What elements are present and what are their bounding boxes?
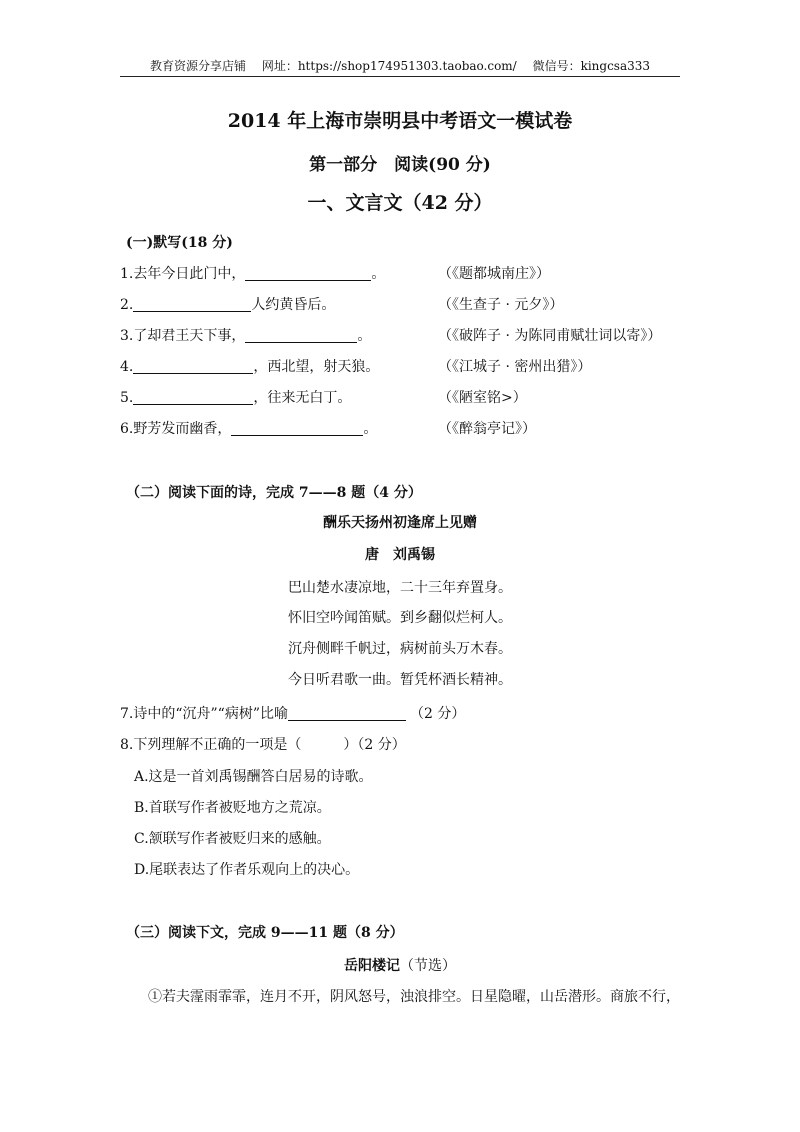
answer-blank[interactable] [133,390,253,405]
option-a[interactable]: A.这是一首刘禹锡酬答白居易的诗歌。 [134,769,373,785]
dictation-source: （《生查子 · 元夕》） [438,297,564,313]
dictation-item: 4. ，西北望，射天狼。 （《江城子 · 密州出猎》） [120,356,680,376]
question-7: 7.诗中的“沉舟”“病树”比喻 （2 分） [120,706,466,722]
option-d[interactable]: D.尾联表达了作者乐观向上的决心。 [134,862,360,878]
sub1-heading: (一)默写(18 分) [126,235,233,251]
exam-title: 2014 年上海市崇明县中考语文一模试卷 [227,110,573,132]
header-wechat: 微信号：kingcsa333 [532,59,651,73]
dictation-item: 6.野芳发而幽香， 。 （《醉翁亭记》） [120,418,680,438]
sub2-heading: （二）阅读下面的诗，完成 7——8 题（4 分） [126,485,422,501]
answer-blank[interactable] [288,706,406,721]
poem-line: 今日听君歌一曲。暂凭杯酒长精神。 [288,672,512,688]
text-paragraph: ①若夫霪雨霏霏，连月不开，阴风怒号，浊浪排空。日星隐曜，山岳潜形。商旅不行， [148,989,680,1005]
option-c[interactable]: C.颔联写作者被贬归来的感触。 [134,831,331,847]
dictation-item: 2. 人约黄昏后。 （《生查子 · 元夕》） [120,294,680,314]
poem-title: 酬乐天扬州初逢席上见赠 [323,515,477,531]
poem-author: 唐 刘禹锡 [365,547,435,563]
dictation-item: 5. ，往来无白丁。 （《陋室铭>） [120,387,680,407]
answer-blank[interactable] [245,328,357,343]
dictation-source: （《江城子 · 密州出猎》） [438,359,592,375]
dictation-source: （《破阵子 · 为陈同甫赋壮词以寄》） [438,328,662,344]
header-shop: 教育资源分享店铺 [149,59,246,73]
text-title: 岳阳楼记（节选） [344,958,456,974]
poem-line: 沉舟侧畔千帆过，病树前头万木春。 [288,641,512,657]
option-b[interactable]: B.首联写作者被贬地方之荒凉。 [134,800,331,816]
question-8: 8.下列理解不正确的一项是（ ）（2 分） [120,737,406,753]
section-title: 一、文言文（42 分） [307,192,493,214]
dictation-item: 1.去年今日此门中， 。 （《题都城南庄》） [120,263,680,283]
dictation-source: （《醉翁亭记》） [438,421,536,437]
part-title: 第一部分 阅读(90 分) [309,155,491,175]
answer-blank[interactable] [231,421,363,436]
dictation-source: （《陋室铭>） [438,390,527,406]
header-url: 网址：https://shop174951303.taobao.com/ [261,59,517,73]
answer-blank[interactable] [133,359,253,374]
page-header [120,56,680,77]
dictation-item: 3.了却君王天下事， 。 （《破阵子 · 为陈同甫赋壮词以寄》） [120,325,680,345]
answer-blank[interactable] [245,266,371,281]
sub3-heading: （三）阅读下文，完成 9——11 题（8 分） [126,925,404,941]
dictation-source: （《题都城南庄》） [438,266,550,282]
poem-line: 巴山楚水凄凉地，二十三年弃置身。 [288,580,512,596]
poem-line: 怀旧空吟闻笛赋。到乡翻似烂柯人。 [288,610,512,626]
answer-blank[interactable] [133,297,251,312]
